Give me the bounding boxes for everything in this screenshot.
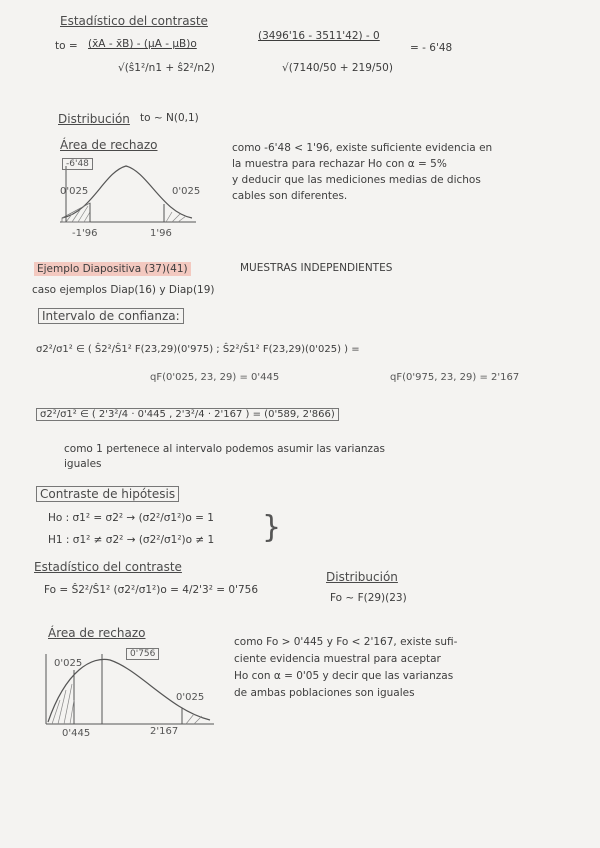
conclusion-2-line: ciente evidencia muestral para aceptar xyxy=(234,653,441,665)
ci-formula: σ2²/σ1² ∈ ( Ŝ2²/Ŝ1² F(23,29)(0'975) ; Ŝ2²/Ŝ1² F(23,29)(0'025) ) = xyxy=(36,344,360,355)
hypothesis-test-label: Contraste de hipótesis xyxy=(36,486,179,502)
curve2-right-alpha: 0'025 xyxy=(176,692,205,703)
dist-value-2: Fo ~ F(29)(23) xyxy=(330,592,407,604)
t-sub-denominator: √(7140/50 + 219/50) xyxy=(282,62,393,74)
t-formula-result: = - 6'48 xyxy=(410,42,453,54)
section1-title: Estadístico del contraste xyxy=(60,14,208,28)
t-formula-denominator: √(ŝ1²/n1 + ŝ2²/n2) xyxy=(118,62,215,74)
ci-label: Intervalo de confianza: xyxy=(38,308,184,324)
f-statistic-formula: Fo = Ŝ2²/Ŝ1² (σ2²/σ1²)o = 4/2'3² = 0'756 xyxy=(44,584,259,596)
dist-value-1: to ~ N(0,1) xyxy=(140,112,199,124)
area-label-1: Área de rechazo xyxy=(60,138,158,152)
curve2-right-crit: 2'167 xyxy=(150,726,179,737)
section2-stat-label: Estadístico del contraste xyxy=(34,560,182,574)
t-formula-lhs: to = xyxy=(55,40,78,52)
curve2-marker: 0'756 xyxy=(126,648,159,660)
area-label-2: Área de rechazo xyxy=(48,626,146,640)
t-formula-numerator: (x̄A - x̄B) - (μA - μB)o xyxy=(88,38,197,50)
curve2-left-alpha: 0'025 xyxy=(54,658,83,669)
ci-note-line: iguales xyxy=(64,458,102,470)
conclusion-1-line: como -6'48 < 1'96, existe suficiente evidencia en xyxy=(232,142,493,154)
t-sub-numerator: (3496'16 - 3511'42) - 0 xyxy=(258,30,380,42)
section2-heading: MUESTRAS INDEPENDIENTES xyxy=(240,262,393,274)
example-badge: Ejemplo Diapositiva (37)(41) xyxy=(34,262,191,276)
curve1-right-alpha: 0'025 xyxy=(172,186,201,197)
ci-quantile-high: qF(0'975, 23, 29) = 2'167 xyxy=(390,372,520,383)
ci-quantile-low: qF(0'025, 23, 29) = 0'445 xyxy=(150,372,280,383)
ci-note-line: como 1 pertenece al intervalo podemos asumir las varianzas xyxy=(64,443,385,455)
curve1-right-crit: 1'96 xyxy=(150,228,172,239)
dist-label-1: Distribución xyxy=(58,112,130,126)
curve1-left-alpha: 0'025 xyxy=(60,186,89,197)
curve2-left-crit: 0'445 xyxy=(62,728,91,739)
conclusion-1-line: y deducir que las mediciones medias de dichos xyxy=(232,174,481,186)
case-line: caso ejemplos Diap(16) y Diap(19) xyxy=(32,284,215,296)
conclusion-2-line: de ambas poblaciones son iguales xyxy=(234,687,415,699)
ci-calculation: σ2²/σ1² ∈ ( 2'3²/4 · 0'445 , 2'3²/4 · 2'167 ) = (0'589, 2'866) xyxy=(36,408,339,421)
conclusion-2-line: Ho con α = 0'05 y decir que las varianzas xyxy=(234,670,454,682)
h0-statement: Ho : σ1² = σ2² → (σ2²/σ1²)o = 1 xyxy=(48,512,214,524)
conclusion-1-line: la muestra para rechazar Ho con α = 5% xyxy=(232,158,447,170)
conclusion-2 xyxy=(234,634,457,702)
conclusion-1-line: cables son diferentes. xyxy=(232,190,348,202)
h1-statement: H1 : σ1² ≠ σ2² → (σ2²/σ1²)o ≠ 1 xyxy=(48,534,215,546)
curve1-marker: -6'48 xyxy=(62,158,93,170)
dist-label-2: Distribución xyxy=(326,570,398,584)
conclusion-2-line: como Fo > 0'445 y Fo < 2'167, existe sufi- xyxy=(234,636,458,648)
brace-icon: } xyxy=(262,510,282,545)
curve1-left-crit: -1'96 xyxy=(72,228,98,239)
